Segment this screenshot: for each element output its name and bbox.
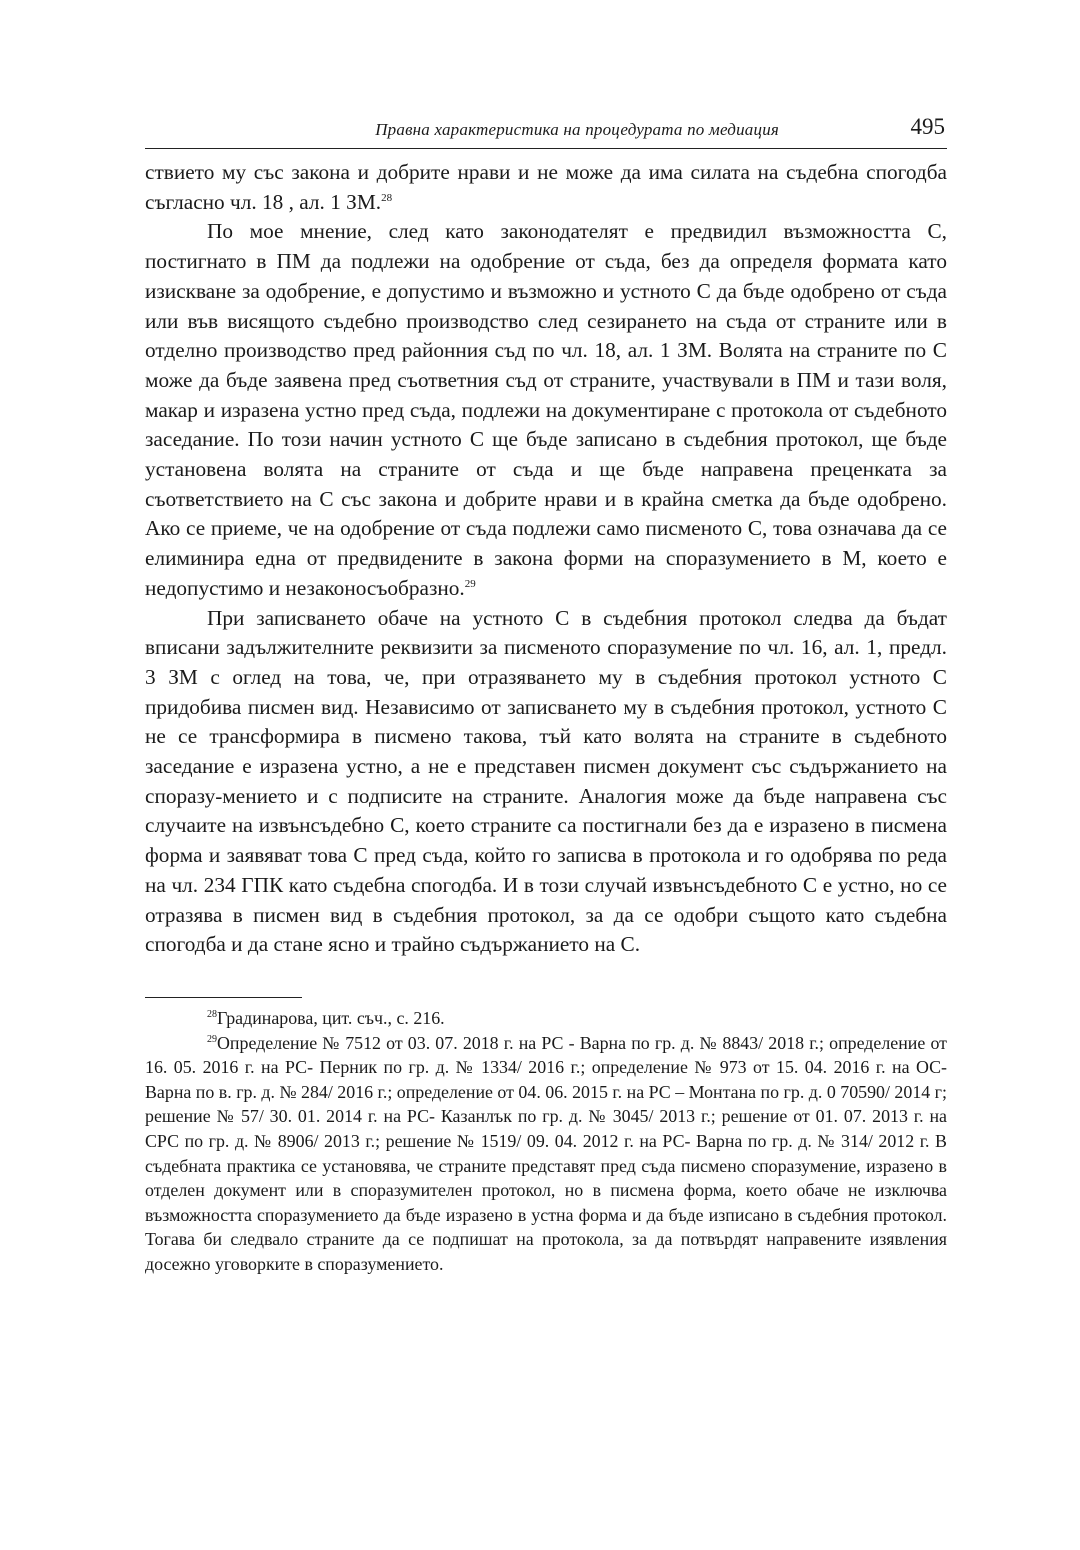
paragraph-recording: При записването обаче на устното С в съдебния протокол следва да бъдат вписани задължителните реквизити за писменото споразумение по чл. 16, ал. 1, предл. 3 ЗМ с оглед на това, че, при отразяването му в съдебния протокол устното С придобива писмен вид. Независимо от записването му в съдебния протокол, устното С не се трансформира в писмено такова, тъй като волята на страните в съдебното заседание е изразена устно, а не е представен писмен документ със съдържанието на споразу-мението и с подписите на страните. Аналогия може да бъде направена със случаите на извънсъдебно С, което страните са постигнали без да е изразено в писмена форма и заявяват това С пред съда, който го записва в протокола и го одобрява по реда на чл. 234 ГПК като съдебна спогодба. И в този случай извънсъдебното С е устно, но се отразява в писмен вид в съдебния протокол, за да се одобри същото като съдебна спогодба и да стане ясно и трайно съдържанието на С. bbox=[145, 605, 947, 957]
footnote-number: 28 bbox=[207, 1009, 217, 1021]
running-title: Правна характеристика на процедурата по медиация bbox=[375, 120, 779, 139]
footnote-separator bbox=[145, 997, 302, 998]
footnote-number: 29 bbox=[207, 1033, 217, 1045]
footnote-ref-28[interactable]: 28 bbox=[381, 191, 393, 204]
body-text bbox=[145, 158, 947, 960]
book-page bbox=[145, 112, 947, 1277]
paragraph-continued bbox=[145, 158, 947, 217]
paragraph-opinion bbox=[145, 217, 947, 603]
footnote-29 bbox=[145, 1031, 947, 1277]
footnotes bbox=[145, 1006, 947, 1277]
paragraph-text: ствието му със закона и добрите нрави и не може да има силата на съдебна спогодба съгласно чл. 18 , ал. 1 ЗМ. bbox=[145, 160, 947, 214]
page-number: 495 bbox=[910, 114, 945, 139]
running-header bbox=[145, 112, 947, 149]
footnote-text: Определение № 7512 от 03. 07. 2018 г. на РС - Варна по гр. д. № 8843/ 2018 г.; определение от 16. 05. 2016 г. на РС- Перник по гр. д. № 1334/ 2016 г.; определение № 973 от 15. 04. 2016 г. на ОС- Варна по в. гр. д. № 284/ 2016 г.; определение от 04. 06. 2015 г. на РС – Монтана по гр. д. 0 70590/ 2014 г; решение № 57/ 30. 01. 2014 г. на РС- Казанлък по гр. д. № 3045/ 2013 г.; решение от 01. 07. 2013 г. на СРС по гр. д. № 8906/ 2013 г.; решение № 1519/ 09. 04. 2012 г. на РС- Варна по гр. д. № 314/ 2012 г. В съдебната практика се установява, че страните представят пред съда писмено споразумение, изразено в отделен документ или в споразумителен протокол, но в писмена форма, което обаче не изключва възможността споразумението да бъде изразено в устна форма и да бъде изписано в съдебния протокол. Тогава би следвало страните да се подпишат на протокола, за да потвърдят направените изявления досежно уговорките в споразумението. bbox=[145, 1032, 947, 1274]
footnote-text: Градинарова, цит. съч., с. 216. bbox=[217, 1007, 445, 1028]
footnote-28 bbox=[145, 1006, 947, 1031]
paragraph-text: По мое мнение, след като законодателят е предвидил възможността С, постигнато в ПМ да подлежи на одобрение от съда, без да определя формата като изискване за одобрение, е допустимо и възможно и устното С да бъде одобрено от съда или във висящото съдебно производство след сезирането на съда от страните или в отделно производство пред районния съд по чл. 18, ал. 1 ЗМ. Волята на страните по С може да бъде заявена пред съответния съд от страните, участвували в ПМ и тази воля, макар и изразена устно пред съда, подлежи на документиране с протокола от съдебното заседание. По този начин устното С ще бъде записано в съдебния протокол, ще бъде установена волята на страните от съда и ще бъде направена преценката за съответствието на С със закона и добрите нрави и в крайна сметка да бъде одобрено. Ако се приеме, че на одобрение от съда подлежи само писменото С, това означава да се елиминира една от предвидените в закона форми на споразумението в М, което е недопустимо и незаконосъобразно. bbox=[145, 219, 947, 600]
footnote-ref-29[interactable]: 29 bbox=[464, 577, 476, 590]
